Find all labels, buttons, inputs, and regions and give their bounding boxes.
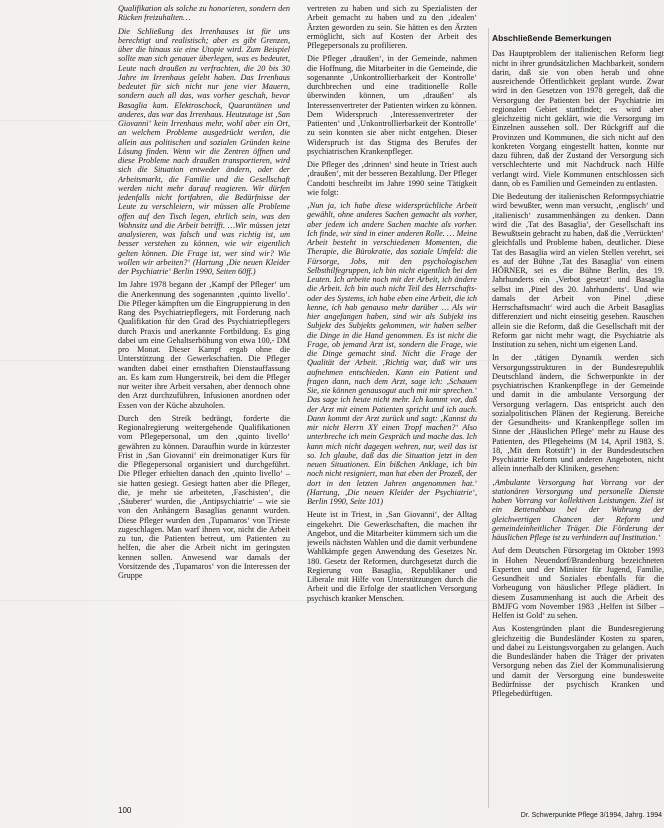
body-paragraph: Im Jahre 1978 begann der ‚Kampf der Pfleger‘ um die Anerkennung des sogenannten ‚quinto livello‘. Die Pfleger kämpften um die Eingruppierung in den Rang des Psychiatriepflegers, mit Forderung nach Qualifikation für den Grad des Psychiatriepflegers durch Praxis und anerkannte Fortbildung. Es ging dabei um eine Gehaltserhöhung von etwa 100,- DM pro Monat. Dieser Kampf ergab ohne die Unterstützung der Gewerkschaften. Die Pfleger wandten dabei einer ernsthaften Dienstauffassung an. Es kam zum Hungerstreik, bei dem die Pfleger nur weiter ihre Arbeit versahen, aber dennoch ohne den Arzt durchzuführen, Infusionen anordnen oder Essen von der Küche abzuholen. xyxy=(118,280,290,410)
body-paragraph: Das Hauptproblem der italienischen Reform liegt nicht in ihrer grundsätzlichen Machbarkeit, sondern darin, daß sie von oben herab und ohne ausreichende Öffentlichkeit geplant wurde. Zwar wird in den Gesetzen von 1978 geregelt, daß die Versorgung der Patienten bei der Psychiatrie im regionalen Gebiet stattfindet; es wird aber gleichzeitig nicht geklärt, wie die Versorgung im Einzelnen aussehen soll. Der Rückgriff auf die Provinzen und Kommunen, die sich nicht auf den konkreten Vorgang eingestellt hatten, konnte nur dazu führen, daß der Zustand der Versorgung sich verschlechterte und mit Nachdruck nach Hilfe verlangt wird. Viele Kommunen entschlossen sich dann, ob es Familien und Gemeinden zu entlasten. xyxy=(492,49,664,188)
body-paragraph: Die Bedeutung der italienischen Reformpsychiatrie wird bewußter, wenn man versucht, ‚englisch‘ und ‚italienisch‘ zusammenhängen zu denken. Dann wird die ‚Tat des Basaglia‘, der Gesellschaft ins Bewußtsein gebracht zu haben, daß die ‚Verrückten‘ gleichfalls und Probleme haben, deutlicher. Diese Tat des Basaglia wird an vielen Stellen verehrt, sei es auf der Bühne ‚Tat des Basaglia‘ von einem HÖRNER, sei es die Bühne Berlin, des 19. Jahrhunderts ein ‚Verbot gesetzt‘ und Basaglia selbst im ‚Pinel des 20. Jahrhunderts‘. Und wie damals der Arbeit von Pinel ‚diese Herrschaftsmacht‘ wird auch die Arbeit Basaglias differenziert und nicht einseitig gesehen. Rauschen allein sie die Reform, daß die Gesellschaft mit der Reform gar nicht mehr wagt, die Psychiatrie als Institution zu sehen, nicht um eigenen Land. xyxy=(492,192,664,349)
body-paragraph: Heute ist in Triest, in ‚San Giovanni‘, der Alltag eingekehrt. Die Gewerkschaften, die machen ihr Angebot, und die Mitarbeiter kümmern sich um die jeweils nächsten Wahlen und die damit verbundene Wahlkämpfe gegen Anwendung des Gesetzes Nr. 180. Gesetz der Reformen, durchgesetzt durch die Regierung von Basaglia, Republikaner und Liberale mit Hilfe von Unterstützungen durch die Arbeit und die Erfolge der staatlichen Versorgung psychisch kranker Menschen. xyxy=(307,510,477,603)
journal-footer: Dr. Schwerpunkte Pflege 3/1994, Jahrg. 1994 xyxy=(520,812,662,819)
body-paragraph: In der ‚tätigen Dynamik werden sich Versorgungsstrukturen in der Bundesrepublik Deutschland ändern, die Schwerpunkte in der psychiatrischen Krankenpflege in der Gemeinde und damit in die ambulante Versorgung der Versorgung verlagern. Das entspricht auch den sozialpolitischen Plänen der Regierung. Bereiche der Gesundheits- und Krankenpflege sollen im Sinne der ‚Häuslichen Pflege‘ mehr zu Hause des Patienten, des Pflegeheims (M 14, April 1983, S. 18, ‚Mit dem Rotstift‘) in der Bundesdeutschen Psychiatrie Reform und anderen Angeboten, nicht allein innerhalb der Kliniken, gesehen: xyxy=(492,353,664,474)
column-divider xyxy=(488,28,489,808)
body-paragraph: vertreten zu haben und sich zu Spezialisten der Arbeit gemacht zu haben und zu den ‚idealen‘ Ärzten geworden zu sein. Sie hätten es den Ärzten ermöglicht, sich auf Kosten der Arbeit des Pflegepersonals zu profilieren. xyxy=(307,4,477,50)
page-number: 100 xyxy=(118,806,132,815)
text-column-middle xyxy=(307,4,477,794)
body-paragraph: Durch den Streik bedrängt, forderte die Regionalregierung weitergehende Qualifikationen vom Pflegepersonal, um den ‚quinto livello‘ gewähren zu können. Daraufhin wurde in kürzester Frist in ‚San Giovanni‘ ein dreimonatiger Kurs für die Pflegepersonal organisiert und durchgeführt. Die Pfleger erhielten danach den ‚quinto livello‘ – sie hatten gesiegt. Gesiegt hatten aber die Pfleger, die, je mehr sie arbeiteten, ‚Faschisten‘, die ‚Säuberer‘ wurden, die ‚Antipsychiatrie‘ – wie sie von den Anhängern Basaglias genannt wurden. Diese Pfleger wurden den ‚Tupamaros‘ von Trieste zugeschlagen. Man warf ihnen vor, nicht die Arbeit zu tun, die Patienten betreut, um Patienten zu helfen, die aber die Arbeit nicht im geringsten kennen sollen. Anwesend war damals der Vorsitzende des ‚Tupamaros‘ von die Interessen der Gruppe xyxy=(118,413,290,580)
quote-paragraph: ‚Nun ja, ich habe diese widersprüchliche Arbeit gewählt, ohne anderes Sachen gemacht als vorher, aber jedem ich andere Sachen machte als vorher. Ich finde, wir sind in einer anderen Rolle. … Meine Arbeit besteht in verschiedenen Momenten, die Therapie, die Bürokratie, das soziale Umfeld: die Fürsorge, Jobs, mit den psychologischen Selbsthilfegruppen, ich bin nicht eigentlich bei den Leuten. Ich arbeite noch mit der Arbeit, ich ändere die Arbeit. Ich bin auch nicht Teil des Herrschafts- oder des Systems, ich habe eben eine Arbeit, die ich kenne, ich hab genauso mehr darüber … Als wir hier angefangen haben, sind wir als Subjekt ins Subjekt des Subjekts gekommen, wir haben selber die Dinge in die Hand genommen. Es ist nicht die Frage, ob jemand Arzt ist, sondern die Frage, wie die Dinge gemacht sind. Nicht die Frage der Qualität der Arbeit. ‚Richtig war, daß wir uns aufnehmen entschieden. Kann ein Patient und fragen dann, nach dem Arzt, sage ich: ‚Schauen Sie, sie können genausogut auch mit mir sprechen.‘ Das sage ich heute nicht mehr. Ich kommt vor, daß der Arzt mit einem Patienten spricht und ich auch. Dann kommt der Arzt zurück und sagt: ‚Kannst du mir nicht Herrn XY einen Tropf machen?‘ Also unterbreche ich mein Gespräch und mache das. Ich kann mich nicht dagegen wehren, nur, weil das ist so. Ich glaube, daß das die Situation jetzt in den neuen Situationen. Ein bißchen Anklage, ich bin noch nicht resigniert, man hat eben der Prozeß, der dort in den letzten Jahren angenommen hat.‘ (Hartung, ‚Die neuen Kleider der Psychiatrie‘, Berlin 1990, Seite 101) xyxy=(307,201,477,506)
body-paragraph: Aus Kostengründen plant die Bundesregierung gleichzeitig die Bundesländer Kosten zu sparen, und dabei zu Leistungsvorgaben zu gelangen. Auch die Bundesländer haben die Träger der privaten Versorgung neben das Ziel der Kommunalisierung und damit der Versorgung eine bundesweite Bedürfnisse der psychisch Kranken und Pflegebedürftigen. xyxy=(492,624,664,698)
body-paragraph: Die Pfleger des ‚drinnen‘ sind heute in Triest auch ‚draußen‘, mit der besseren Bezahlung. Der Pfleger Candotti beschreibt im Jahre 1990 seine Tätigkeit wie folgt: xyxy=(307,160,477,197)
text-column-left xyxy=(118,4,290,804)
quote-paragraph: Qualifikation als solche zu honorieren, sondern den Rücken freizuhalten… xyxy=(118,4,290,23)
quote-paragraph: ‚Ambulante Versorgung hat Vorrang vor der stationären Versorgung und personelle Dienste haben Vorrang vor kollektiven Leistungen. Ziel ist ein Bettenabbau bei der Wahrung der gleichwertigen Chancen der Reform und gemeindeinheitlicher Träger. Die Förderung der häuslichen Pflege ist zu verhindern auf Institution.‘ xyxy=(492,477,664,542)
quote-paragraph: Die Schließung des Irrenhauses ist für uns berechtigt und realistisch; aber es gibt Grenzen, über die hinaus sie eine Utopie wird. Zum Beispiel sollte man sich genauer überlegen, was es bedeutet, Leute nach draußen zu verfrachten, die 20 bis 30 Jahre im Irrenhaus gelebt haben. Das Irrenhaus bedeutet für sich nicht nur jene vier Mauern, sondern auch all das, was vorher geschah, bevor Basaglia kam. Elektroschock, Quarantänen und anderes, das war das Irrenhaus. Heutzutage ist ‚San Giovanni‘ kein Irrenhaus mehr, wohl aber ein Ort, an welchem Probleme ausgedrückt werden, die allein aus politischen und sozialen Gründen keine Lösung finden. Wenn wir die Zentren öffnen und diese Probleme nach draußen transportieren, wird sich die Situation entweder ändern, oder der Arbeitsmarkt, die Familie und die Gesellschaft werden nicht mehr darauf reagieren. Wir dürfen jedenfalls nicht fortfahren, die Bedürfnisse der Leute zu verschleiern, wir müssen alle Probleme offen auf den Tisch legen, ehrlich sein, was den Wohnsitz und die Arbeit betrifft. …Wir müssen jetzt analysieren, was falsch und was richtig ist, um besser verstehen zu können, wie wir eigentlich gelten können. Die Frage ist, wer sind wir? Wie wollen wir arbeiten?‘ (Hartung ‚Die neuen Kleider der Psychiatrie‘ Berlin 1990, Seiten 60ff.) xyxy=(118,26,290,276)
body-paragraph: Die Pfleger ‚draußen‘, in der Gemeinde, nahmen die Hoffnung, die Mitarbeiter in die Gemeinde, die sogenannte ‚Unkontrollierbarkeit der Kontrolle‘ durchbrechen und eine traditionelle Rolle überwinden können, um ‚draußen‘ als Interessenvertreter der Patienten wirken zu können. Dem Widerspruch ‚Interessenvertreter der Patienten‘ und ‚Unkontrollierbarkeit der Kontrolle‘ zu sein konnten sie aber nicht entgehen. Dieser Widerspruch ist das Stigma des Berufes der psychiatrischen Krankenpfleger. xyxy=(307,54,477,156)
section-heading: Abschließende Bemerkungen xyxy=(492,33,612,43)
body-paragraph: Auf dem Deutschen Fürsorgetag im Oktober 1993 in Hohen Neuendorf/Brandenburg bezeichneten Experten und der Minister für Jugend, Familie, Gesundheit und Soziales ebenfalls für die Vorbeugung von häuslicher Pflege plädiert. In diesem Zusammenhang ist auch die Arbeit des BMJFG vom November 1983 ‚Helfen ist Silber – Helfen ist Gold‘ zu sehen. xyxy=(492,546,664,620)
text-column-right xyxy=(492,4,664,814)
